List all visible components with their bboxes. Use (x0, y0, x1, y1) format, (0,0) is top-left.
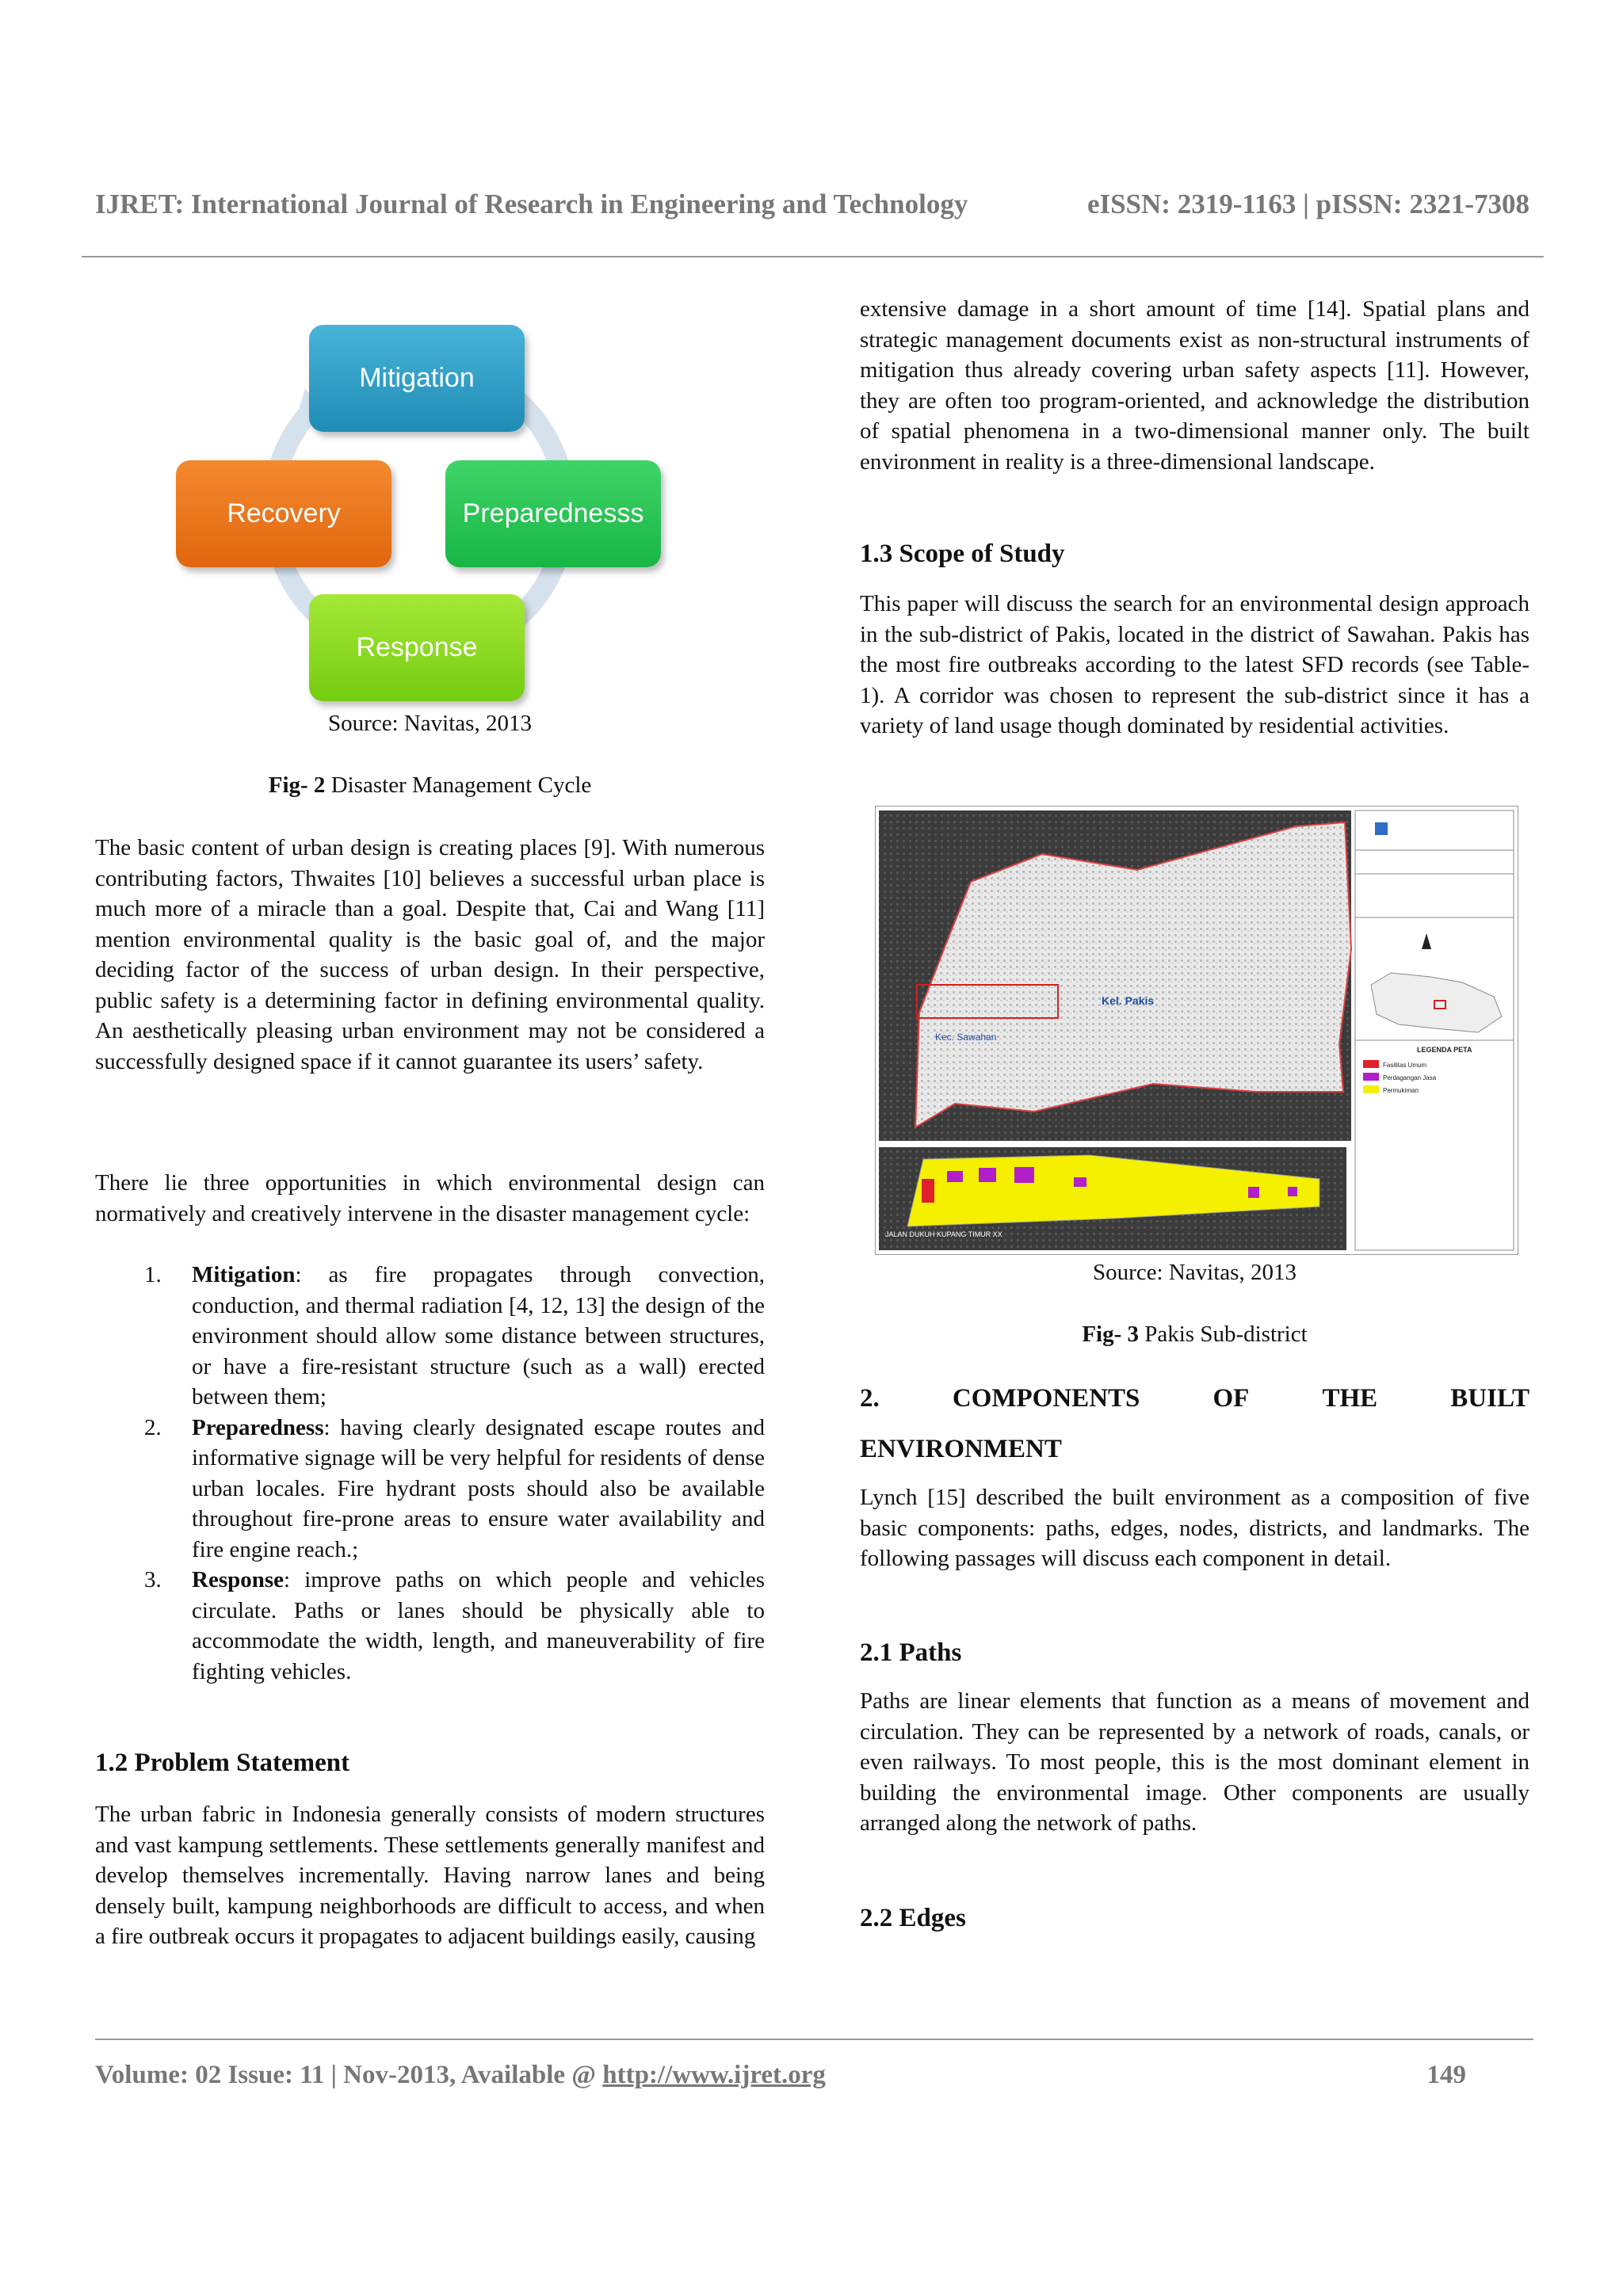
list-text: : as fire propagates through convection, conduction, and thermal radiation [4, 12, 13] the design of the environment should allow some distance between structures, or have a fire-resistant structure (such as a wall) erected between them; (192, 1262, 765, 1409)
institution-logo (1375, 822, 1388, 835)
fig2-caption-label: Fig- 2 (268, 772, 326, 798)
fig2-caption-text: Disaster Management Cycle (325, 772, 592, 798)
heading-word: BUILT (1450, 1384, 1529, 1413)
map-street-label: JALAN DUKUH KUPANG TIMUR XX (885, 1230, 1002, 1238)
list-text: : having clearly designated escape routes and informative signage will be very helpful for residents of dense urban locales. Fire hydrant posts should also be available throughout fire-prone areas to ensure water availability and fire engine reach.; (192, 1414, 765, 1562)
cycle-node-response: Response (309, 594, 525, 701)
legend-title: LEGENDA PETA (1417, 1046, 1472, 1054)
fig3-caption (860, 1322, 1529, 1348)
heading-scope-of-study: 1.3 Scope of Study (860, 540, 1065, 568)
fig3-caption-text: Pakis Sub-district (1139, 1322, 1308, 1347)
map-label-sawahan: Kec. Sawahan (935, 1032, 997, 1043)
fig2-caption (95, 772, 765, 799)
page-number: 149 (1426, 2061, 1466, 2089)
list-term: Preparedness (192, 1414, 324, 1440)
heading-problem-statement: 1.2 Problem Statement (95, 1749, 350, 1777)
journal-link[interactable]: http://www.ijret.org (602, 2061, 826, 2089)
footer-text: Volume: 02 Issue: 11 | Nov-2013, Available @ (95, 2061, 603, 2089)
legend-swatch (1363, 1085, 1379, 1093)
list-term: Response (192, 1567, 285, 1592)
legend-label: Permukiman (1383, 1087, 1419, 1094)
heading-components-cont: ENVIRONMENT (860, 1435, 1062, 1463)
fig2-source: Source: Navitas, 2013 (328, 711, 532, 736)
left-paragraph-3: The urban fabric in Indonesia generally consists of modern structures and vast kampung settlements. These settlements generally manifest and develop themselves incrementally. Having narrow lanes and being densely built, kampung neighborhoods are difficult to access, and when a fire outbreak occurs it propagates to adjacent buildings easily, causing (95, 1802, 765, 1949)
list-item (95, 1565, 765, 1687)
left-paragraph-2: There lie three opportunities in which environmental design can normatively and creatively intervene in the disaster management cycle: (95, 1170, 765, 1226)
legend-swatch (1363, 1073, 1379, 1081)
pakis-map-figure (875, 806, 1518, 1255)
heading-word: THE (1322, 1384, 1378, 1413)
footer (95, 2061, 1466, 2090)
list-number: 2. (144, 1414, 162, 1440)
left-paragraph-1: The basic content of urban design is creating places [9]. With numerous contributing factors, Thwaites [10] believes a successful urban place is much more of a miracle than a goal. Despite that, Cai and Wang [11] mention environmental quality is the basic goal of, and the major deciding factor of the success of urban design. In their perspective, public safety is a determining factor in defining environmental quality. An aesthetically pleasing urban environment may not be considered a successfully designed space if it cannot guarantee its users’ safety. (95, 835, 765, 1074)
fig3-caption-label: Fig- 3 (1082, 1322, 1139, 1347)
right-paragraph-1: extensive damage in a short amount of time [14]. Spatial plans and strategic management documents exist as non-structural instruments of mitigation thus already covering urban safety aspects [11]. However, they are often too program-oriented, and acknowledge the distribution of spatial phenomena in a two-dimensional manner only. The built environment in reality is a three-dimensional landscape. (860, 296, 1529, 475)
footer-rule (95, 2039, 1533, 2040)
opportunities-list (95, 1260, 765, 1687)
heading-word: OF (1212, 1384, 1250, 1413)
journal-title: IJRET: International Journal of Research in Engineering and Technology (95, 189, 968, 219)
legend-swatch (1363, 1060, 1379, 1068)
right-paragraph-3: Lynch [15] described the built environment as a composition of five basic components: paths, edges, nodes, districts, and landmarks. The following passages will discuss each component in detail. (860, 1485, 1529, 1571)
list-number: 1. (144, 1262, 162, 1287)
cycle-node-preparedness: Preparednesss (445, 460, 661, 567)
disaster-cycle-diagram (170, 317, 678, 713)
right-paragraph-2: This paper will discuss the search for an environmental design approach in the sub-district of Pakis, located in the district of Sawahan. Pakis has the most fire outbreaks according to the latest SFD records (see Table- 1). A corridor was chosen to represent the sub-district since it has a variety of land usage though dominated by residential activities. (860, 591, 1529, 738)
list-item (95, 1413, 765, 1566)
issn: eISSN: 2319-1163 | pISSN: 2321-7308 (1086, 189, 1529, 219)
running-header (95, 189, 1529, 220)
legend-label: Perdagangan Jasa (1383, 1074, 1437, 1081)
right-paragraph-4: Paths are linear elements that function as a means of movement and circulation. They can be represented by a network of roads, canals, or even railways. To most people, this is the most dominant element in building the environmental image. Other components are usually arranged along the network of paths. (860, 1688, 1529, 1836)
heading-word: COMPONENTS (952, 1384, 1140, 1413)
list-term: Mitigation (192, 1262, 296, 1287)
legend-label: Fasilitas Umum (1383, 1062, 1427, 1069)
list-text: : improve paths on which people and vehicles circulate. Paths or lanes should be physically able to accommodate the width, length, and maneuverability of fire fighting vehicles. (192, 1567, 765, 1684)
heading-paths: 2.1 Paths (860, 1638, 962, 1667)
list-number: 3. (144, 1567, 162, 1592)
pakis-map (876, 807, 1518, 1254)
heading-edges: 2.2 Edges (860, 1904, 966, 1932)
header-rule (82, 256, 1544, 257)
cycle-node-mitigation: Mitigation (309, 325, 525, 432)
fig3-source: Source: Navitas, 2013 (1093, 1260, 1296, 1285)
map-label-pakis: Kel. Pakis (1102, 994, 1155, 1007)
list-item (95, 1260, 765, 1413)
heading-word: 2. (860, 1384, 880, 1413)
heading-components (860, 1384, 1529, 1413)
cycle-node-recovery: Recovery (176, 460, 391, 567)
